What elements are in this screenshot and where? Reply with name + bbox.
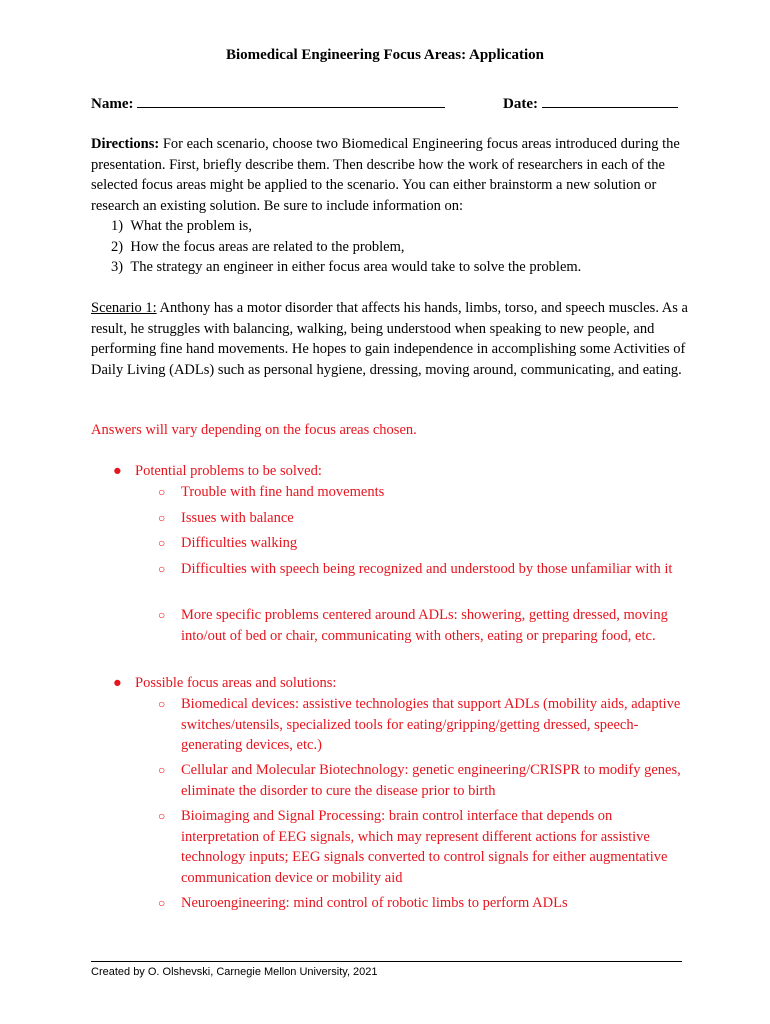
directions-text: For each scenario, choose two Biomedical Engineering focus areas introduced during the presentation. First, briefly describe them. Then describe how the work of researchers in each of the selected focus areas might be applied to the scenario. You can either brainstorm a new solution or research an existing solution. Be sure to include information on: — [91, 136, 680, 214]
document-page: Biomedical Engineering Focus Areas: Application Name: Date: Directions: For each scenario, choose two Biomedical Engineering focus areas introduced during the presentation. First, briefly describe them. Then describe how the work of researchers in each of the selected focus areas might be applied to the scenario. You can either brainstorm a new solution or research an existing solution. Be sure to include information on: 1) What the problem is, 2) How the focus areas are related to the problem, 3) The strategy an engineer in either focus area would take to solve the problem. Scenario 1: Anthony has a motor disorder that affects his hands, limbs, torso, and speech muscles. As a result, he struggles with balancing, walking, being understood when speaking to new people, and performing fine hand movements. He hopes to gain independence in accomplishing some Activities of Daily Living (ADLs) such as personal hygiene, dressing, moving around, communicating, and eating. Answers will vary depending on the focus areas chosen. ● Potential problems to be solved: ○ Trouble with fine hand movements ○ Issues with balance ○ Difficulties walking ○ Difficulties with speech being recognized and understood by those unfamiliar with it ○ More specific problems centered around ADLs: showering, getting dressed, moving into/out of bed or chair, communicating with others, eating or preparing food, etc. ● Possible focus areas and solutions: ○ Biomedical devices: assistive technologies that support ADLs (mobility aids, adaptive switches/utensils, specialized tools for eating/gripping/getting dressed, speech-generating devices, etc.) ○ Cellular and Molecular Biotechnology: genetic engineering/CRISPR to modify genes, eliminate the disorder to cure the disease prior to birth ○ Bioimaging and Signal Processing: brain control interface that depends on interpretation of EEG signals, which may represent different actions for assistive technology inputs; EEG signals converted to control signals for either augmentative communication device or mobility aid ○ Neuroengineering: mind control of robotic limbs to perform ADLs Created by O. Olshevski, Carnegie Mellon University, 2021 — [0, 0, 770, 1024]
circle-bullet-icon: ○ — [158, 536, 166, 550]
list-item: 3) The strategy an engineer in either focus area would take to solve the problem. — [111, 259, 582, 275]
footer-credit: Created by O. Olshevski, Carnegie Mellon University, 2021 — [91, 966, 378, 978]
page-title: Biomedical Engineering Focus Areas: Application — [225, 47, 545, 63]
list-item: 1) What the problem is, — [111, 218, 252, 234]
circle-bullet-icon: ○ — [158, 485, 166, 499]
scenario-text: Anthony has a motor disorder that affects his hands, limbs, torso, and speech muscles. As a result, he struggles with balancing, walking, being understood when speaking to new people, and performing fine hand movements. He hopes to gain independence in accomplishing some Activities of Daily Living (ADLs) such as personal hygiene, dressing, moving around, communicating, and eating. — [91, 300, 688, 378]
circle-bullet-icon: ○ — [158, 608, 166, 622]
bullet-label: Possible focus areas and solutions: — [135, 675, 337, 691]
name-date-row — [91, 93, 681, 113]
circle-bullet-icon: ○ — [158, 562, 166, 576]
answers-note: Answers will vary depending on the focus areas chosen. — [91, 422, 417, 438]
bullet-dot-icon: ● — [113, 463, 122, 479]
footer-divider — [91, 961, 682, 962]
bullet-label: Potential problems to be solved: — [135, 463, 322, 479]
directions-paragraph — [91, 134, 691, 216]
date-blank-line — [542, 93, 678, 108]
circle-bullet-icon: ○ — [158, 511, 166, 525]
date-field — [503, 93, 678, 113]
list-item: 2) How the focus areas are related to the problem, — [111, 238, 405, 255]
bullet-dot-icon: ● — [113, 675, 122, 691]
circle-bullet-icon: ○ — [158, 697, 166, 711]
circle-bullet-icon: ○ — [158, 763, 166, 777]
scenario-paragraph — [91, 298, 691, 380]
name-blank-line — [137, 93, 445, 108]
circle-bullet-icon: ○ — [158, 809, 166, 823]
circle-bullet-icon: ○ — [158, 896, 166, 910]
date-label: Date: — [503, 96, 538, 112]
directions-label: Directions: — [91, 136, 160, 152]
scenario-label: Scenario 1: — [91, 300, 157, 316]
name-label: Name: — [91, 96, 134, 112]
directions-list — [111, 216, 581, 278]
